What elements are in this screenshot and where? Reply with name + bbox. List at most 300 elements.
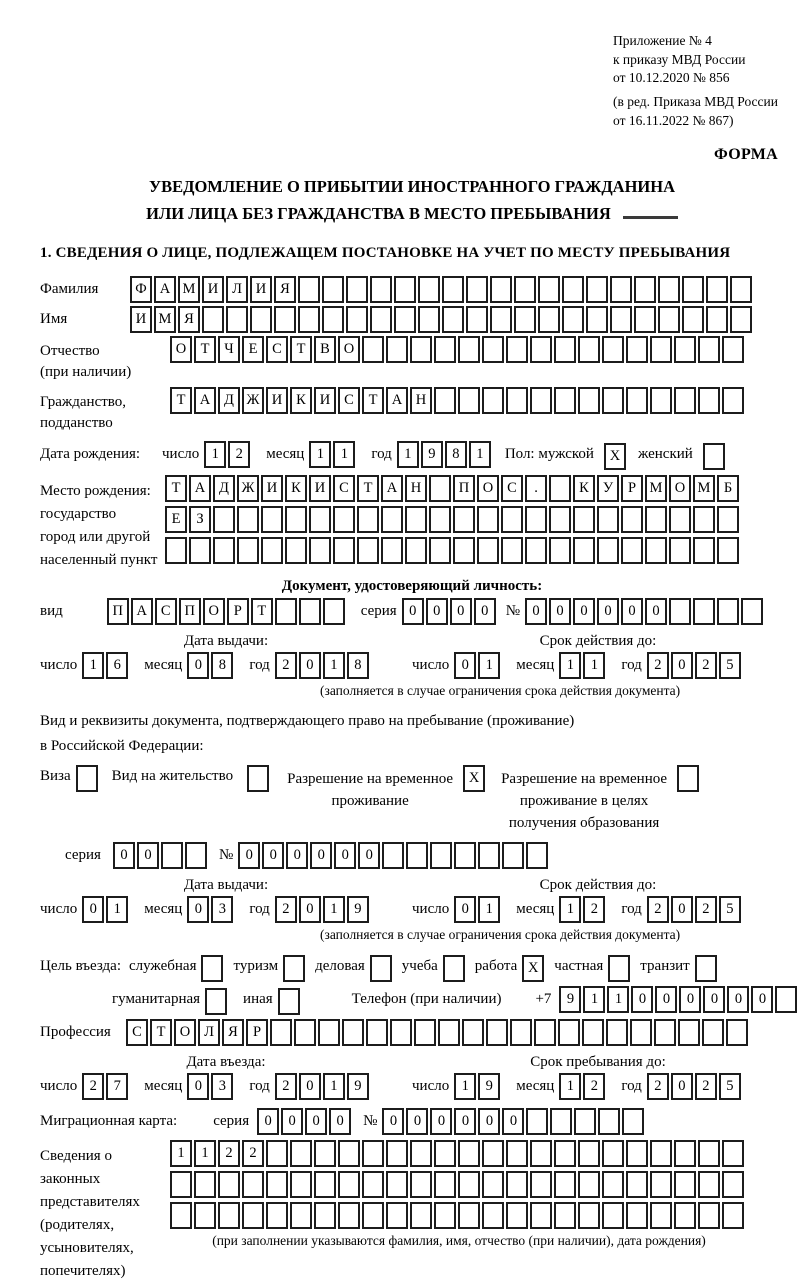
- char-box[interactable]: [506, 1202, 528, 1229]
- char-box[interactable]: П: [453, 475, 475, 502]
- char-box[interactable]: [526, 842, 548, 869]
- char-box[interactable]: 1: [194, 1140, 216, 1167]
- char-box[interactable]: 0: [286, 842, 308, 869]
- purpose-official-checkbox[interactable]: [201, 955, 223, 982]
- char-box[interactable]: 0: [454, 652, 476, 679]
- char-box[interactable]: [573, 537, 595, 564]
- char-box[interactable]: [658, 276, 680, 303]
- char-box[interactable]: [502, 842, 524, 869]
- char-box[interactable]: [722, 387, 744, 414]
- char-box[interactable]: [602, 1171, 624, 1198]
- char-box[interactable]: [554, 336, 576, 363]
- residence-expiry-year-input[interactable]: [647, 896, 743, 923]
- char-box[interactable]: Ф: [130, 276, 152, 303]
- char-box[interactable]: [650, 1171, 672, 1198]
- char-box[interactable]: [598, 1108, 620, 1135]
- char-box[interactable]: 1: [583, 986, 605, 1013]
- doc-expiry-year-input[interactable]: [647, 652, 743, 679]
- char-box[interactable]: 9: [478, 1073, 500, 1100]
- char-box[interactable]: [549, 506, 571, 533]
- char-box[interactable]: [610, 306, 632, 333]
- char-box[interactable]: [285, 537, 307, 564]
- char-box[interactable]: [530, 387, 552, 414]
- char-box[interactable]: Ч: [218, 336, 240, 363]
- char-box[interactable]: [626, 1140, 648, 1167]
- char-box[interactable]: [574, 1108, 596, 1135]
- char-box[interactable]: [626, 336, 648, 363]
- char-box[interactable]: 0: [751, 986, 773, 1013]
- char-box[interactable]: [674, 336, 696, 363]
- char-box[interactable]: [370, 276, 392, 303]
- char-box[interactable]: [453, 537, 475, 564]
- char-box[interactable]: 2: [695, 896, 717, 923]
- char-box[interactable]: А: [194, 387, 216, 414]
- char-box[interactable]: 0: [262, 842, 284, 869]
- char-box[interactable]: 0: [358, 842, 380, 869]
- char-box[interactable]: Е: [242, 336, 264, 363]
- char-box[interactable]: Л: [198, 1019, 220, 1046]
- char-box[interactable]: [506, 1171, 528, 1198]
- char-box[interactable]: Т: [194, 336, 216, 363]
- char-box[interactable]: 0: [454, 1108, 476, 1135]
- purpose-humanitarian-checkbox[interactable]: [205, 988, 227, 1015]
- char-box[interactable]: [506, 336, 528, 363]
- char-box[interactable]: [650, 336, 672, 363]
- char-box[interactable]: С: [501, 475, 523, 502]
- char-box[interactable]: 0: [406, 1108, 428, 1135]
- char-box[interactable]: [357, 506, 379, 533]
- char-box[interactable]: С: [338, 387, 360, 414]
- char-box[interactable]: 0: [299, 652, 321, 679]
- char-box[interactable]: [554, 1202, 576, 1229]
- char-box[interactable]: [775, 986, 797, 1013]
- char-box[interactable]: 8: [211, 652, 233, 679]
- char-box[interactable]: [430, 842, 452, 869]
- char-box[interactable]: [602, 336, 624, 363]
- char-box[interactable]: 1: [583, 652, 605, 679]
- representatives-line1-input[interactable]: [170, 1140, 748, 1167]
- char-box[interactable]: [261, 537, 283, 564]
- char-box[interactable]: [578, 336, 600, 363]
- char-box[interactable]: [674, 1171, 696, 1198]
- char-box[interactable]: [606, 1019, 628, 1046]
- char-box[interactable]: 1: [323, 1073, 345, 1100]
- char-box[interactable]: [458, 1171, 480, 1198]
- char-box[interactable]: [717, 598, 739, 625]
- char-box[interactable]: [630, 1019, 652, 1046]
- representatives-line3-input[interactable]: [170, 1202, 748, 1229]
- char-box[interactable]: [530, 1140, 552, 1167]
- char-box[interactable]: Т: [290, 336, 312, 363]
- stay-month-input[interactable]: [559, 1073, 607, 1100]
- doc-issue-day-input[interactable]: [82, 652, 130, 679]
- char-box[interactable]: [693, 506, 715, 533]
- char-box[interactable]: [458, 1140, 480, 1167]
- char-box[interactable]: 1: [204, 441, 226, 468]
- migration-number-input[interactable]: [382, 1108, 646, 1135]
- char-box[interactable]: [678, 1019, 700, 1046]
- char-box[interactable]: [189, 537, 211, 564]
- char-box[interactable]: К: [290, 387, 312, 414]
- char-box[interactable]: [525, 537, 547, 564]
- char-box[interactable]: [314, 1171, 336, 1198]
- char-box[interactable]: О: [477, 475, 499, 502]
- char-box[interactable]: [478, 842, 500, 869]
- char-box[interactable]: [194, 1202, 216, 1229]
- char-box[interactable]: 2: [82, 1073, 104, 1100]
- char-box[interactable]: [213, 537, 235, 564]
- char-box[interactable]: 0: [655, 986, 677, 1013]
- char-box[interactable]: [730, 306, 752, 333]
- birth-place-line3-input[interactable]: [165, 537, 741, 564]
- char-box[interactable]: [722, 1140, 744, 1167]
- char-box[interactable]: [386, 1171, 408, 1198]
- char-box[interactable]: Д: [218, 387, 240, 414]
- doc-series-input[interactable]: [402, 598, 498, 625]
- char-box[interactable]: [170, 1171, 192, 1198]
- char-box[interactable]: [386, 1140, 408, 1167]
- char-box[interactable]: 1: [323, 896, 345, 923]
- char-box[interactable]: 0: [82, 896, 104, 923]
- char-box[interactable]: [170, 1202, 192, 1229]
- char-box[interactable]: [698, 1202, 720, 1229]
- char-box[interactable]: 2: [218, 1140, 240, 1167]
- char-box[interactable]: [510, 1019, 532, 1046]
- birth-place-line1-input[interactable]: [165, 475, 741, 502]
- char-box[interactable]: 0: [187, 896, 209, 923]
- char-box[interactable]: А: [381, 475, 403, 502]
- purpose-private-checkbox[interactable]: [608, 955, 630, 982]
- char-box[interactable]: О: [338, 336, 360, 363]
- char-box[interactable]: 0: [671, 652, 693, 679]
- char-box[interactable]: 0: [426, 598, 448, 625]
- char-box[interactable]: [506, 387, 528, 414]
- char-box[interactable]: [578, 387, 600, 414]
- char-box[interactable]: С: [333, 475, 355, 502]
- char-box[interactable]: 0: [645, 598, 667, 625]
- char-box[interactable]: 1: [478, 896, 500, 923]
- char-box[interactable]: С: [155, 598, 177, 625]
- char-box[interactable]: [741, 598, 763, 625]
- char-box[interactable]: [342, 1019, 364, 1046]
- sex-male-checkbox[interactable]: X: [604, 443, 626, 470]
- char-box[interactable]: [466, 306, 488, 333]
- char-box[interactable]: И: [130, 306, 152, 333]
- char-box[interactable]: [674, 1202, 696, 1229]
- residence-permit-checkbox[interactable]: [247, 765, 269, 792]
- char-box[interactable]: 0: [621, 598, 643, 625]
- char-box[interactable]: 1: [559, 652, 581, 679]
- char-box[interactable]: [626, 387, 648, 414]
- char-box[interactable]: З: [189, 506, 211, 533]
- char-box[interactable]: 9: [347, 896, 369, 923]
- char-box[interactable]: [458, 336, 480, 363]
- char-box[interactable]: [434, 1171, 456, 1198]
- char-box[interactable]: 2: [275, 1073, 297, 1100]
- char-box[interactable]: 9: [347, 1073, 369, 1100]
- char-box[interactable]: [194, 1171, 216, 1198]
- temp-residence-edu-checkbox[interactable]: [677, 765, 699, 792]
- char-box[interactable]: [674, 1140, 696, 1167]
- char-box[interactable]: 0: [257, 1108, 279, 1135]
- char-box[interactable]: [274, 306, 296, 333]
- char-box[interactable]: [386, 336, 408, 363]
- char-box[interactable]: [722, 1171, 744, 1198]
- char-box[interactable]: [438, 1019, 460, 1046]
- char-box[interactable]: [309, 506, 331, 533]
- char-box[interactable]: 1: [170, 1140, 192, 1167]
- char-box[interactable]: У: [597, 475, 619, 502]
- purpose-tourism-checkbox[interactable]: [283, 955, 305, 982]
- char-box[interactable]: 0: [329, 1108, 351, 1135]
- char-box[interactable]: 0: [299, 1073, 321, 1100]
- char-box[interactable]: 0: [187, 652, 209, 679]
- char-box[interactable]: [242, 1171, 264, 1198]
- char-box[interactable]: 9: [559, 986, 581, 1013]
- char-box[interactable]: [322, 276, 344, 303]
- char-box[interactable]: [410, 1202, 432, 1229]
- char-box[interactable]: [333, 537, 355, 564]
- char-box[interactable]: Р: [227, 598, 249, 625]
- char-box[interactable]: [434, 336, 456, 363]
- char-box[interactable]: [658, 306, 680, 333]
- char-box[interactable]: [185, 842, 207, 869]
- char-box[interactable]: [266, 1202, 288, 1229]
- char-box[interactable]: [338, 1202, 360, 1229]
- char-box[interactable]: .: [525, 475, 547, 502]
- char-box[interactable]: 0: [113, 842, 135, 869]
- char-box[interactable]: [394, 276, 416, 303]
- char-box[interactable]: [602, 387, 624, 414]
- char-box[interactable]: Т: [357, 475, 379, 502]
- char-box[interactable]: [482, 1140, 504, 1167]
- char-box[interactable]: Т: [165, 475, 187, 502]
- char-box[interactable]: М: [645, 475, 667, 502]
- char-box[interactable]: [514, 306, 536, 333]
- char-box[interactable]: [602, 1202, 624, 1229]
- char-box[interactable]: [558, 1019, 580, 1046]
- char-box[interactable]: [466, 276, 488, 303]
- doc-expiry-month-input[interactable]: [559, 652, 607, 679]
- birth-year-input[interactable]: [397, 441, 493, 468]
- char-box[interactable]: [429, 537, 451, 564]
- char-box[interactable]: М: [178, 276, 200, 303]
- char-box[interactable]: 7: [106, 1073, 128, 1100]
- char-box[interactable]: Т: [362, 387, 384, 414]
- doc-number-input[interactable]: [525, 598, 765, 625]
- char-box[interactable]: [538, 306, 560, 333]
- char-box[interactable]: Н: [410, 387, 432, 414]
- char-box[interactable]: 2: [695, 652, 717, 679]
- stay-day-input[interactable]: [454, 1073, 502, 1100]
- temp-residence-checkbox[interactable]: X: [463, 765, 485, 792]
- char-box[interactable]: 0: [478, 1108, 500, 1135]
- char-box[interactable]: 0: [671, 896, 693, 923]
- residence-issue-year-input[interactable]: [275, 896, 371, 923]
- char-box[interactable]: 0: [727, 986, 749, 1013]
- char-box[interactable]: [550, 1108, 572, 1135]
- char-box[interactable]: [682, 276, 704, 303]
- char-box[interactable]: Л: [226, 276, 248, 303]
- char-box[interactable]: [250, 306, 272, 333]
- char-box[interactable]: О: [669, 475, 691, 502]
- char-box[interactable]: [674, 387, 696, 414]
- char-box[interactable]: [333, 506, 355, 533]
- char-box[interactable]: [586, 276, 608, 303]
- char-box[interactable]: [698, 336, 720, 363]
- char-box[interactable]: [706, 306, 728, 333]
- char-box[interactable]: 0: [573, 598, 595, 625]
- char-box[interactable]: К: [573, 475, 595, 502]
- char-box[interactable]: 0: [474, 598, 496, 625]
- char-box[interactable]: [501, 506, 523, 533]
- char-box[interactable]: [622, 1108, 644, 1135]
- char-box[interactable]: 0: [597, 598, 619, 625]
- char-box[interactable]: [266, 1140, 288, 1167]
- char-box[interactable]: 2: [647, 652, 669, 679]
- char-box[interactable]: [338, 1140, 360, 1167]
- char-box[interactable]: 5: [719, 652, 741, 679]
- citizenship-input[interactable]: [170, 387, 746, 414]
- char-box[interactable]: А: [131, 598, 153, 625]
- char-box[interactable]: 0: [703, 986, 725, 1013]
- char-box[interactable]: 1: [454, 1073, 476, 1100]
- char-box[interactable]: 1: [559, 896, 581, 923]
- purpose-work-checkbox[interactable]: X: [522, 955, 544, 982]
- char-box[interactable]: [290, 1171, 312, 1198]
- char-box[interactable]: [322, 306, 344, 333]
- representatives-line2-input[interactable]: [170, 1171, 748, 1198]
- char-box[interactable]: [381, 537, 403, 564]
- char-box[interactable]: [381, 506, 403, 533]
- entry-month-input[interactable]: [187, 1073, 235, 1100]
- char-box[interactable]: [626, 1202, 648, 1229]
- char-box[interactable]: 2: [583, 1073, 605, 1100]
- char-box[interactable]: [669, 537, 691, 564]
- char-box[interactable]: Е: [165, 506, 187, 533]
- char-box[interactable]: [669, 598, 691, 625]
- char-box[interactable]: 0: [450, 598, 472, 625]
- char-box[interactable]: Д: [213, 475, 235, 502]
- char-box[interactable]: 1: [559, 1073, 581, 1100]
- char-box[interactable]: [382, 842, 404, 869]
- char-box[interactable]: [290, 1140, 312, 1167]
- char-box[interactable]: [410, 1171, 432, 1198]
- char-box[interactable]: [270, 1019, 292, 1046]
- char-box[interactable]: [702, 1019, 724, 1046]
- char-box[interactable]: [405, 537, 427, 564]
- residence-number-input[interactable]: [238, 842, 550, 869]
- char-box[interactable]: [698, 1140, 720, 1167]
- char-box[interactable]: [538, 276, 560, 303]
- purpose-other-checkbox[interactable]: [278, 988, 300, 1015]
- char-box[interactable]: [314, 1140, 336, 1167]
- char-box[interactable]: Я: [178, 306, 200, 333]
- char-box[interactable]: [261, 506, 283, 533]
- char-box[interactable]: [482, 1171, 504, 1198]
- char-box[interactable]: 0: [525, 598, 547, 625]
- char-box[interactable]: [294, 1019, 316, 1046]
- char-box[interactable]: 1: [607, 986, 629, 1013]
- char-box[interactable]: [165, 537, 187, 564]
- sex-female-checkbox[interactable]: [703, 443, 725, 470]
- char-box[interactable]: [362, 1171, 384, 1198]
- char-box[interactable]: 0: [299, 896, 321, 923]
- char-box[interactable]: [346, 276, 368, 303]
- char-box[interactable]: [442, 306, 464, 333]
- char-box[interactable]: 0: [402, 598, 424, 625]
- char-box[interactable]: [514, 276, 536, 303]
- char-box[interactable]: [602, 1140, 624, 1167]
- doc-issue-month-input[interactable]: [187, 652, 235, 679]
- char-box[interactable]: [237, 537, 259, 564]
- char-box[interactable]: 0: [137, 842, 159, 869]
- doc-expiry-day-input[interactable]: [454, 652, 502, 679]
- char-box[interactable]: [366, 1019, 388, 1046]
- char-box[interactable]: [410, 1140, 432, 1167]
- char-box[interactable]: [490, 276, 512, 303]
- char-box[interactable]: 2: [647, 1073, 669, 1100]
- char-box[interactable]: 1: [333, 441, 355, 468]
- char-box[interactable]: 0: [549, 598, 571, 625]
- char-box[interactable]: [621, 506, 643, 533]
- char-box[interactable]: [434, 1140, 456, 1167]
- char-box[interactable]: [554, 1171, 576, 1198]
- residence-issue-day-input[interactable]: [82, 896, 130, 923]
- profession-input[interactable]: [126, 1019, 750, 1046]
- char-box[interactable]: [693, 537, 715, 564]
- patronymic-input[interactable]: [170, 336, 746, 363]
- char-box[interactable]: 0: [430, 1108, 452, 1135]
- birth-day-input[interactable]: [204, 441, 252, 468]
- char-box[interactable]: [266, 1171, 288, 1198]
- visa-checkbox[interactable]: [76, 765, 98, 792]
- char-box[interactable]: [218, 1171, 240, 1198]
- char-box[interactable]: [418, 306, 440, 333]
- char-box[interactable]: [410, 336, 432, 363]
- char-box[interactable]: 0: [671, 1073, 693, 1100]
- char-box[interactable]: [582, 1019, 604, 1046]
- char-box[interactable]: [562, 306, 584, 333]
- char-box[interactable]: [434, 1202, 456, 1229]
- char-box[interactable]: [453, 506, 475, 533]
- char-box[interactable]: 1: [469, 441, 491, 468]
- char-box[interactable]: М: [693, 475, 715, 502]
- char-box[interactable]: [706, 276, 728, 303]
- char-box[interactable]: 6: [106, 652, 128, 679]
- char-box[interactable]: А: [154, 276, 176, 303]
- char-box[interactable]: П: [107, 598, 129, 625]
- char-box[interactable]: [482, 336, 504, 363]
- char-box[interactable]: [530, 336, 552, 363]
- purpose-business-checkbox[interactable]: [370, 955, 392, 982]
- char-box[interactable]: [693, 598, 715, 625]
- char-box[interactable]: [414, 1019, 436, 1046]
- char-box[interactable]: [597, 537, 619, 564]
- stay-year-input[interactable]: [647, 1073, 743, 1100]
- char-box[interactable]: В: [314, 336, 336, 363]
- doc-issue-year-input[interactable]: [275, 652, 371, 679]
- char-box[interactable]: [242, 1202, 264, 1229]
- char-box[interactable]: 3: [211, 1073, 233, 1100]
- char-box[interactable]: [530, 1171, 552, 1198]
- char-box[interactable]: [338, 1171, 360, 1198]
- char-box[interactable]: [530, 1202, 552, 1229]
- char-box[interactable]: [526, 1108, 548, 1135]
- purpose-study-checkbox[interactable]: [443, 955, 465, 982]
- char-box[interactable]: [275, 598, 297, 625]
- char-box[interactable]: [406, 842, 428, 869]
